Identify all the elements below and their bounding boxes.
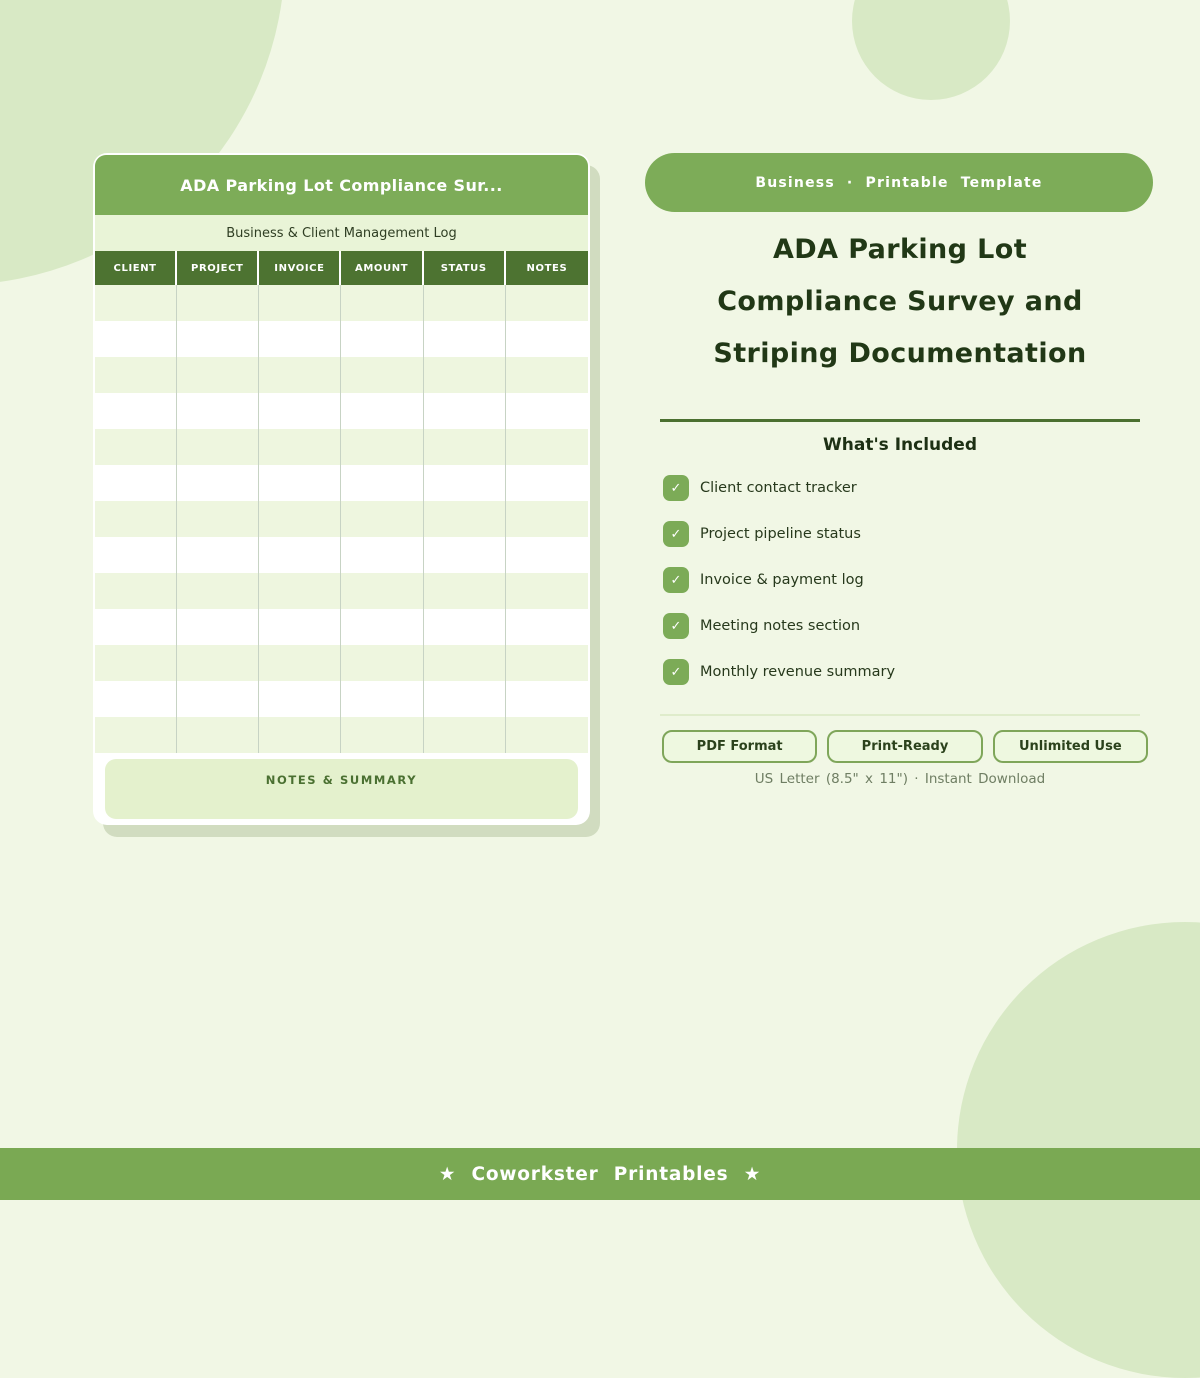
pdf-format-button[interactable]: PDF Format [662, 730, 817, 763]
table-cell [177, 393, 259, 429]
column-header-notes: NOTES [526, 262, 568, 274]
table-cell [424, 501, 506, 537]
table-cell [259, 465, 341, 501]
table-row [95, 429, 588, 465]
print-ready-button[interactable]: Print-Ready [827, 730, 982, 763]
table-cell [95, 429, 177, 465]
table-cell [259, 429, 341, 465]
included-item [663, 521, 895, 547]
table-cell [341, 393, 423, 429]
table-cell [506, 609, 588, 645]
table-cell [95, 537, 177, 573]
column-header-amount: AMOUNT [341, 251, 423, 285]
table-cell [95, 717, 177, 753]
light-divider [660, 714, 1140, 716]
table-cell [341, 429, 423, 465]
table-cell [177, 681, 259, 717]
table-cell [259, 609, 341, 645]
table-cell [259, 357, 341, 393]
table-row [95, 285, 588, 321]
table-cell [506, 681, 588, 717]
section-divider [660, 419, 1140, 422]
decorative-circle-top-middle [852, 0, 1010, 100]
table-cell [259, 717, 341, 753]
table-cell [506, 573, 588, 609]
table-cell [506, 285, 588, 321]
table-cell [259, 573, 341, 609]
table-cell [259, 645, 341, 681]
table-cell [341, 645, 423, 681]
checkmark-icon: ✓ [663, 659, 689, 685]
notes-summary-box [105, 759, 578, 819]
table-row [95, 717, 588, 753]
table-row [95, 645, 588, 681]
table-cell [424, 429, 506, 465]
table-row [95, 537, 588, 573]
table-cell [424, 717, 506, 753]
column-header-invoice: INVOICE [259, 251, 341, 285]
unlimited-use-button[interactable]: Unlimited Use [993, 730, 1148, 763]
table-cell [424, 573, 506, 609]
included-item-label: Meeting notes section [700, 618, 861, 634]
included-item [663, 475, 895, 501]
table-cell [506, 393, 588, 429]
product-title-line: Striping Documentation [713, 338, 1087, 369]
table-cell [95, 645, 177, 681]
table-row [95, 573, 588, 609]
table-cell [424, 609, 506, 645]
table-row [95, 357, 588, 393]
included-item-label: Project pipeline status [700, 526, 861, 542]
table-cell [259, 285, 341, 321]
table-cell [177, 645, 259, 681]
table-cell [424, 357, 506, 393]
column-header-client: CLIENT [95, 251, 177, 285]
table-cell [341, 573, 423, 609]
table-cell [177, 501, 259, 537]
document-preview-card [93, 153, 590, 825]
table-cell [424, 537, 506, 573]
brand-footer: ★ Coworkster Printables ★ [0, 1148, 1200, 1200]
included-item [663, 659, 895, 685]
document-preview-header [95, 155, 588, 215]
document-preview-subtitle: Business & Client Management Log [95, 215, 588, 251]
table-cell [177, 357, 259, 393]
table-cell [506, 321, 588, 357]
table-cell [177, 573, 259, 609]
checkmark-icon: ✓ [663, 475, 689, 501]
table-cell [95, 609, 177, 645]
table-cell [259, 537, 341, 573]
table-cell [341, 285, 423, 321]
table-cell [424, 285, 506, 321]
table-cell [95, 357, 177, 393]
table-cell [424, 465, 506, 501]
table-cell [95, 681, 177, 717]
table-cell [506, 717, 588, 753]
table-cell [424, 321, 506, 357]
table-cell [259, 501, 341, 537]
table-cell [506, 645, 588, 681]
table-cell [259, 393, 341, 429]
category-badge: Business · Printable Template [645, 153, 1153, 212]
table-header-row [95, 251, 588, 285]
product-title-line: ADA Parking Lot [772, 234, 1028, 265]
table-cell [506, 537, 588, 573]
table-cell [177, 537, 259, 573]
table-cell [95, 393, 177, 429]
table-cell [177, 321, 259, 357]
table-cell [95, 573, 177, 609]
table-cell [424, 681, 506, 717]
checkmark-icon: ✓ [663, 521, 689, 547]
table-row [95, 681, 588, 717]
table-row [95, 465, 588, 501]
table-cell [177, 609, 259, 645]
product-title [650, 224, 1150, 380]
table-cell [177, 285, 259, 321]
table-cell [341, 609, 423, 645]
table-row [95, 501, 588, 537]
table-cell [341, 465, 423, 501]
column-header-status: STATUS [424, 251, 506, 285]
table-cell [506, 429, 588, 465]
product-title-line: Compliance Survey and [717, 286, 1083, 317]
table-cell [341, 717, 423, 753]
table-row [95, 393, 588, 429]
whats-included-heading: What's Included [823, 435, 977, 455]
included-items-list [663, 475, 895, 705]
table-cell [177, 429, 259, 465]
table-cell [259, 681, 341, 717]
table-cell [177, 717, 259, 753]
table-cell [341, 501, 423, 537]
table-cell [341, 357, 423, 393]
checkmark-icon: ✓ [663, 613, 689, 639]
table-cell [95, 465, 177, 501]
table-cell [506, 357, 588, 393]
table-cell [95, 501, 177, 537]
included-item-label: Monthly revenue summary [700, 664, 896, 680]
included-item [663, 567, 895, 593]
table-cell [177, 465, 259, 501]
checkmark-icon: ✓ [663, 567, 689, 593]
table-cell [95, 321, 177, 357]
table-cell [341, 681, 423, 717]
table-cell [341, 537, 423, 573]
table-cell [341, 321, 423, 357]
document-preview-title: ADA Parking Lot Compliance Sur... [180, 175, 503, 195]
included-item-label: Invoice & payment log [700, 572, 864, 588]
table-row [95, 609, 588, 645]
table-cell [259, 321, 341, 357]
table-body [95, 285, 588, 753]
table-cell [424, 645, 506, 681]
notes-summary-label: NOTES & SUMMARY [265, 773, 418, 787]
feature-buttons-row [662, 730, 1148, 763]
table-cell [95, 285, 177, 321]
table-cell [506, 465, 588, 501]
included-item-label: Client contact tracker [700, 480, 857, 496]
table-cell [506, 501, 588, 537]
format-note: US Letter (8.5" x 11") · Instant Download [754, 771, 1046, 787]
column-header-project: PROJECT [177, 251, 259, 285]
table-cell [424, 393, 506, 429]
table-row [95, 321, 588, 357]
included-item [663, 613, 895, 639]
